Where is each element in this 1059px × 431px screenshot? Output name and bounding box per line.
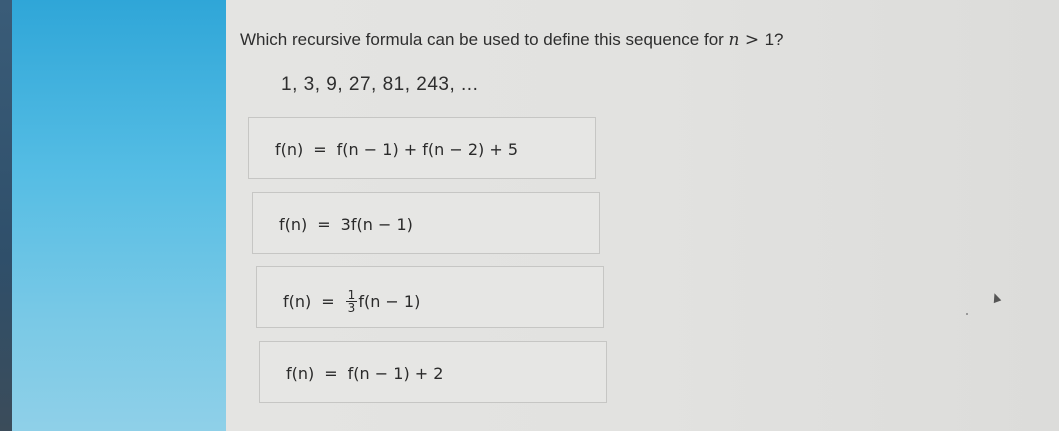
question-number: 1 (764, 30, 775, 49)
formula-lhs: f(n) (283, 292, 312, 311)
formula-fraction (346, 289, 358, 314)
formula-equals: = (317, 215, 331, 234)
question-text (240, 30, 784, 50)
question-prefix: Which recursive formula can be used to define this sequence for (240, 30, 729, 49)
fraction-numerator: 1 (347, 288, 356, 302)
formula-rhs: f(n − 1) + f(n − 2) + 5 (336, 140, 519, 159)
answer-option-4[interactable] (259, 341, 607, 403)
formula-equals: = (321, 292, 335, 311)
answer-option-2[interactable] (252, 192, 600, 254)
question-suffix: ? (774, 30, 784, 49)
question-area (226, 0, 1059, 431)
formula-rhs: 3f(n − 1) (340, 215, 413, 234)
formula-lhs: f(n) (286, 364, 315, 383)
question-variable: n (728, 30, 740, 50)
answer-option-1[interactable] (248, 117, 596, 179)
window-edge (0, 0, 12, 431)
formula-lhs: f(n) (279, 215, 308, 234)
sequence-text: 1, 3, 9, 27, 81, 243, ... (281, 74, 479, 95)
formula-equals: = (313, 140, 327, 159)
side-panel (12, 0, 226, 431)
formula-lhs: f(n) (275, 140, 304, 159)
formula-equals: = (324, 364, 338, 383)
option-formula (279, 215, 413, 234)
screen-speck (966, 313, 968, 315)
option-formula (286, 364, 443, 383)
option-formula (283, 289, 420, 314)
formula-rhs: f(n − 1) + 2 (347, 364, 444, 383)
option-formula (275, 140, 518, 159)
question-relation: > (739, 30, 765, 50)
mouse-cursor-icon (991, 292, 1002, 303)
formula-rhs: f(n − 1) (358, 292, 421, 311)
fraction-denominator: 3 (347, 301, 356, 315)
answer-option-3[interactable] (256, 266, 604, 328)
